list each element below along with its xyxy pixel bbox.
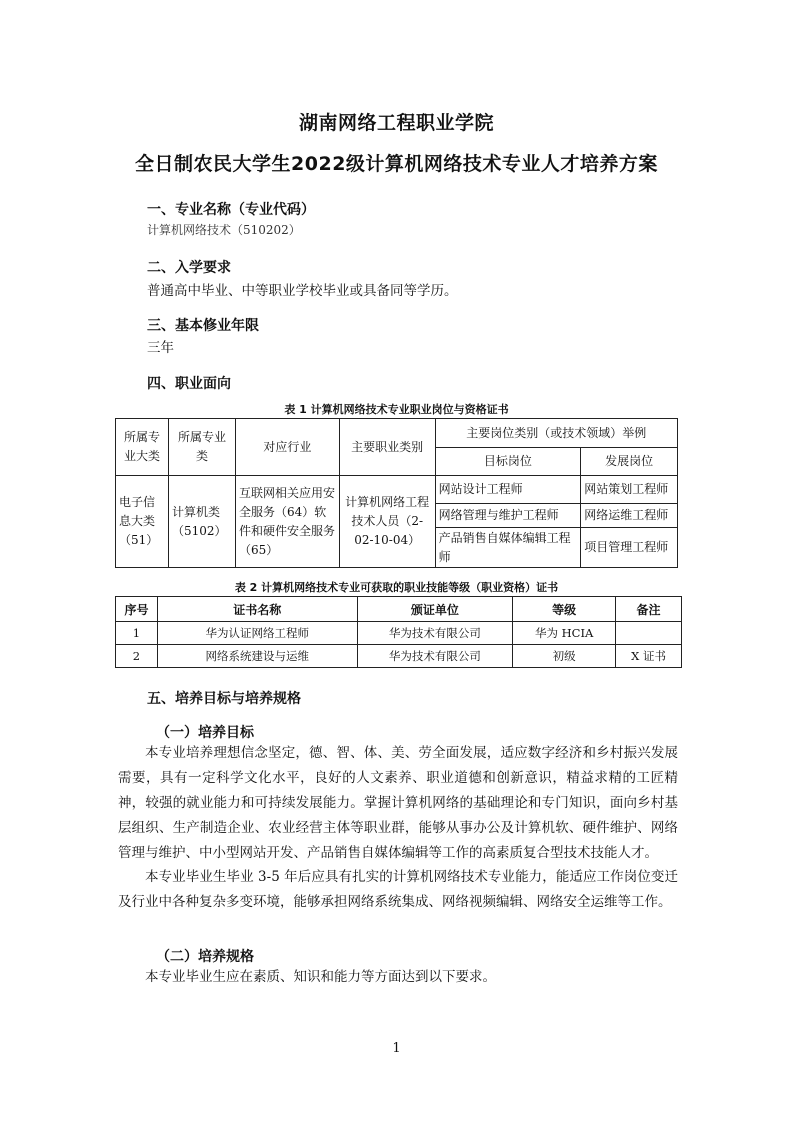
table-row [116, 622, 682, 645]
target-post-cell: 网络管理与维护工程师 [435, 504, 581, 528]
subsection-spec-heading: （二）培养规格 [156, 949, 254, 965]
cell-no: 2 [116, 645, 158, 668]
major-cell: 计算机类（5102） [168, 476, 235, 568]
duration-text: 三年 [147, 340, 174, 356]
header-major: 所属专业类 [168, 419, 235, 476]
cell-issuer: 华为技术有限公司 [357, 622, 513, 645]
table1-caption: 表 1 计算机网络技术专业职业岗位与资格证书 [284, 403, 509, 416]
table-row [116, 645, 682, 668]
industry-cell: 互联网相关应用安全服务（64）软件和硬件安全服务（65） [235, 476, 339, 568]
cell-cert-name: 网络系统建设与运维 [157, 645, 357, 668]
document-title: 全日制农民大学生2022级计算机网络技术专业人才培养方案 [135, 153, 658, 175]
header-target-post: 目标岗位 [435, 448, 581, 476]
cell-issuer: 华为技术有限公司 [357, 645, 513, 668]
certificate-table [115, 596, 682, 668]
header-note: 备注 [616, 597, 682, 622]
table1-header-row [116, 419, 678, 448]
cell-cert-name: 华为认证网络工程师 [157, 622, 357, 645]
occupation-cell: 计算机网络工程技术人员（2-02-10-04） [339, 476, 435, 568]
header-level: 等级 [513, 597, 616, 622]
admission-text: 普通高中毕业、中等职业学校毕业或具备同等学历。 [147, 283, 458, 299]
develop-post-cell: 网络运维工程师 [581, 504, 678, 528]
develop-post-cell: 项目管理工程师 [581, 528, 678, 568]
table2-caption: 表 2 计算机网络技术专业可获取的职业技能等级（职业资格）证书 [234, 581, 559, 594]
page-number: 1 [392, 1041, 401, 1056]
target-post-cell: 网站设计工程师 [435, 476, 581, 504]
section-4-heading: 四、职业面向 [147, 376, 231, 392]
header-category: 所属专业大类 [116, 419, 169, 476]
table2-header-row [116, 597, 682, 622]
subsection-goal-heading: （一）培养目标 [156, 725, 254, 741]
header-posts: 主要岗位类别（或技术领域）举例 [435, 419, 677, 448]
header-no: 序号 [116, 597, 158, 622]
table-row [116, 476, 678, 504]
header-develop-post: 发展岗位 [581, 448, 678, 476]
header-occupation: 主要职业类别 [339, 419, 435, 476]
header-industry: 对应行业 [235, 419, 339, 476]
category-cell: 电子信息大类（51） [116, 476, 169, 568]
section-5-heading: 五、培养目标与培养规格 [147, 691, 301, 707]
develop-post-cell: 网站策划工程师 [581, 476, 678, 504]
cell-note: X 证书 [616, 645, 682, 668]
cell-note [616, 622, 682, 645]
cell-level: 华为 HCIA [513, 622, 616, 645]
header-issuer: 颁证单位 [357, 597, 513, 622]
goal-paragraph: 本专业培养理想信念坚定，德、智、体、美、劳全面发展，适应数字经济和乡村振兴发展需要，具有一定科学文化水平，良好的人文素养、职业道德和创新意识，精益求精的工匠精神，较强的就业能力和可持续发展能力。掌握计算机网络的基础理论和专门知识，面向乡村基层组织、生产制造企业、农业经营主体等职业群，能够从事办公及计算机软、硬件维护、网络管理与维护、中小型网站开发、产品销售自媒体编辑等工作的高素质复合型技术技能人才。 [118, 745, 678, 861]
section-2-heading: 二、入学要求 [147, 260, 231, 276]
cell-level: 初级 [513, 645, 616, 668]
outcome-paragraph: 本专业毕业生毕业 3-5 年后应具有扎实的计算机网络技术专业能力，能适应工作岗位变迁及行业中各种复杂多变环境，能够承担网络系统集成、网络视频编辑、网络安全运维等工作。 [118, 869, 678, 910]
section-1-heading: 一、专业名称（专业代码） [147, 202, 315, 218]
cell-no: 1 [116, 622, 158, 645]
major-name-text: 计算机网络技术（510202） [147, 223, 301, 237]
school-title: 湖南网络工程职业学院 [298, 112, 494, 134]
career-table [115, 418, 678, 568]
target-post-cell: 产品销售自媒体编辑工程师 [435, 528, 581, 568]
spec-paragraph: 本专业毕业生应在素质、知识和能力等方面达到以下要求。 [145, 969, 496, 985]
header-cert-name: 证书名称 [157, 597, 357, 622]
section-3-heading: 三、基本修业年限 [147, 318, 259, 334]
